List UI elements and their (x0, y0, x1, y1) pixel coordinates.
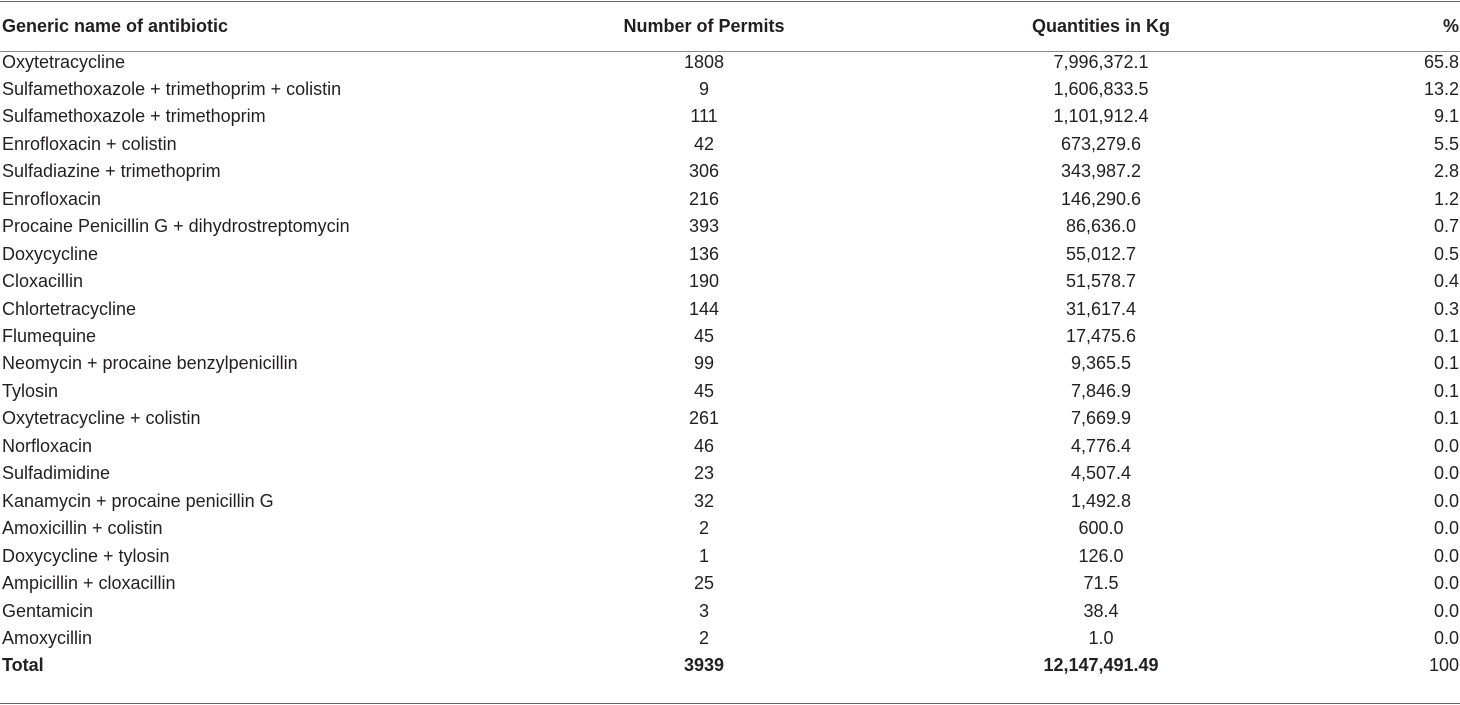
table-header (0, 11, 1460, 41)
cell-quantity: 146,290.6 (1060, 188, 1142, 209)
cell-quantity: 343,987.2 (1060, 161, 1142, 182)
cell-permits: 216 (688, 188, 720, 209)
cell-name: Norfloxacin (2, 435, 93, 456)
cell-permits: 3 (698, 600, 709, 621)
cell-quantity: 17,475.6 (1065, 326, 1137, 346)
table-row (0, 433, 1460, 461)
table-row (0, 350, 1460, 378)
cell-name: Gentamicin (2, 600, 94, 621)
cell-name: Chlortetracycline (2, 298, 137, 319)
cell-permits: 46 (693, 435, 715, 456)
table-row (0, 103, 1460, 131)
cell-name: Ampicillin + cloxacillin (2, 573, 176, 594)
table-row (0, 378, 1460, 406)
cell-name: Oxytetracycline + colistin (2, 408, 201, 429)
cell-percent: 1.2 (1433, 188, 1459, 209)
cell-name: Sulfamethoxazole + trimethoprim (2, 106, 266, 127)
cell-name: Doxycycline + tylosin (2, 545, 170, 566)
cell-name: Sulfadiazine + trimethoprim (2, 161, 221, 182)
cell-quantity: 1,101,912.4 (1053, 106, 1149, 127)
cell-percent: 0.0 (1433, 600, 1459, 621)
cell-quantity: 4,776.4 (1070, 435, 1132, 456)
total-cell-permits: 3939 (683, 655, 725, 676)
table-row (0, 76, 1460, 104)
cell-permits: 1 (698, 545, 709, 566)
cell-name: Procaine Penicillin G + dihydrostreptomycin (2, 216, 350, 237)
total-row (0, 652, 1460, 680)
cell-permits: 1808 (683, 51, 725, 72)
cell-percent: 0.0 (1433, 435, 1459, 456)
table-row (0, 158, 1460, 186)
cell-permits: 136 (688, 243, 720, 264)
cell-quantity: 7,996,372.1 (1053, 51, 1149, 72)
cell-permits: 25 (693, 573, 715, 594)
table-row (0, 570, 1460, 598)
cell-permits: 2 (698, 518, 709, 539)
cell-name: Enrofloxacin (2, 188, 102, 209)
cell-percent: 0.0 (1433, 627, 1459, 648)
cell-name: Cloxacillin (2, 271, 84, 292)
table-row (0, 323, 1460, 351)
cell-permits: 45 (693, 380, 715, 401)
cell-quantity: 71.5 (1083, 573, 1119, 594)
cell-percent: 13.2 (1423, 78, 1459, 99)
table-row (0, 488, 1460, 516)
cell-permits: 111 (690, 106, 718, 127)
cell-name: Sulfamethoxazole + trimethoprim + colistin (2, 78, 342, 99)
table-row (0, 213, 1460, 241)
cell-percent: 0.1 (1433, 353, 1459, 374)
cell-permits: 42 (693, 133, 715, 154)
cell-name: Neomycin + procaine benzylpenicillin (2, 353, 298, 374)
cell-permits: 144 (688, 298, 720, 319)
header-name: Generic name of antibiotic (2, 16, 229, 36)
cell-quantity: 673,279.6 (1060, 133, 1142, 154)
cell-name: Amoxicillin + colistin (2, 518, 163, 539)
table-row (0, 241, 1460, 269)
cell-quantity: 9,365.5 (1070, 353, 1132, 374)
cell-name: Enrofloxacin + colistin (2, 133, 177, 154)
cell-percent: 9.1 (1433, 106, 1459, 127)
cell-percent: 0.0 (1433, 518, 1459, 539)
cell-permits: 190 (688, 271, 720, 292)
total-cell-quantity: 12,147,491.49 (1043, 655, 1159, 676)
cell-permits: 23 (693, 463, 715, 484)
cell-percent: 0.0 (1433, 573, 1459, 594)
cell-quantity: 1.0 (1088, 627, 1114, 648)
cell-name: Amoxycillin (2, 627, 93, 648)
cell-name: Oxytetracycline (2, 51, 126, 72)
cell-permits: 261 (688, 408, 720, 429)
cell-quantity: 1,492.8 (1070, 490, 1132, 511)
total-cell-name: Total (2, 655, 44, 676)
header-quantity: Quantities in Kg (1031, 16, 1170, 36)
table-row (0, 268, 1460, 296)
cell-quantity: 7,846.9 (1070, 380, 1132, 401)
cell-quantity: 86,636.0 (1065, 216, 1137, 237)
cell-percent: 2.8 (1433, 161, 1459, 182)
table-row (0, 598, 1460, 626)
cell-percent: 5.5 (1433, 133, 1459, 154)
cell-percent: 0.3 (1433, 298, 1459, 319)
cell-percent: 0.5 (1433, 243, 1459, 264)
cell-percent: 0.0 (1433, 545, 1459, 566)
table-row (0, 186, 1460, 214)
table-row (0, 49, 1460, 77)
table-row (0, 131, 1460, 159)
cell-percent: 0.4 (1433, 271, 1459, 292)
cell-quantity: 38.4 (1083, 600, 1119, 621)
cell-quantity: 600.0 (1078, 518, 1124, 539)
cell-name: Tylosin (2, 380, 59, 401)
table-row (0, 405, 1460, 433)
cell-percent: 0.1 (1433, 326, 1459, 346)
table-top-rule (0, 1, 1460, 2)
cell-quantity: 55,012.7 (1065, 243, 1137, 264)
table-row (0, 625, 1460, 653)
cell-quantity: 1,606,833.5 (1053, 78, 1149, 99)
total-cell-percent: 100 (1428, 655, 1459, 676)
cell-quantity: 126.0 (1078, 545, 1124, 566)
cell-permits: 393 (688, 216, 720, 237)
cell-name: Flumequine (2, 326, 97, 346)
header-percent: % (1442, 16, 1459, 36)
cell-name: Doxycycline (2, 243, 99, 264)
cell-permits: 306 (688, 161, 720, 182)
cell-percent: 0.0 (1433, 490, 1459, 511)
cell-name: Sulfadimidine (2, 463, 111, 484)
cell-permits: 45 (693, 326, 715, 346)
cell-name: Kanamycin + procaine penicillin G (2, 490, 274, 511)
cell-permits: 32 (693, 490, 715, 511)
cell-percent: 0.0 (1433, 463, 1459, 484)
cell-quantity: 7,669.9 (1070, 408, 1132, 429)
cell-permits: 9 (698, 78, 709, 99)
cell-permits: 2 (698, 627, 709, 648)
cell-quantity: 51,578.7 (1065, 271, 1137, 292)
cell-percent: 0.7 (1433, 216, 1459, 237)
table-bottom-rule (0, 703, 1460, 704)
cell-quantity: 31,617.4 (1065, 298, 1137, 319)
header-permits: Number of Permits (623, 16, 785, 36)
cell-percent: 65.8 (1423, 51, 1459, 72)
cell-percent: 0.1 (1433, 380, 1459, 401)
cell-quantity: 4,507.4 (1070, 463, 1132, 484)
cell-permits: 99 (693, 353, 715, 374)
table-row (0, 543, 1460, 571)
table-row (0, 296, 1460, 324)
table-row (0, 515, 1460, 543)
table-row (0, 460, 1460, 488)
cell-percent: 0.1 (1433, 408, 1459, 429)
